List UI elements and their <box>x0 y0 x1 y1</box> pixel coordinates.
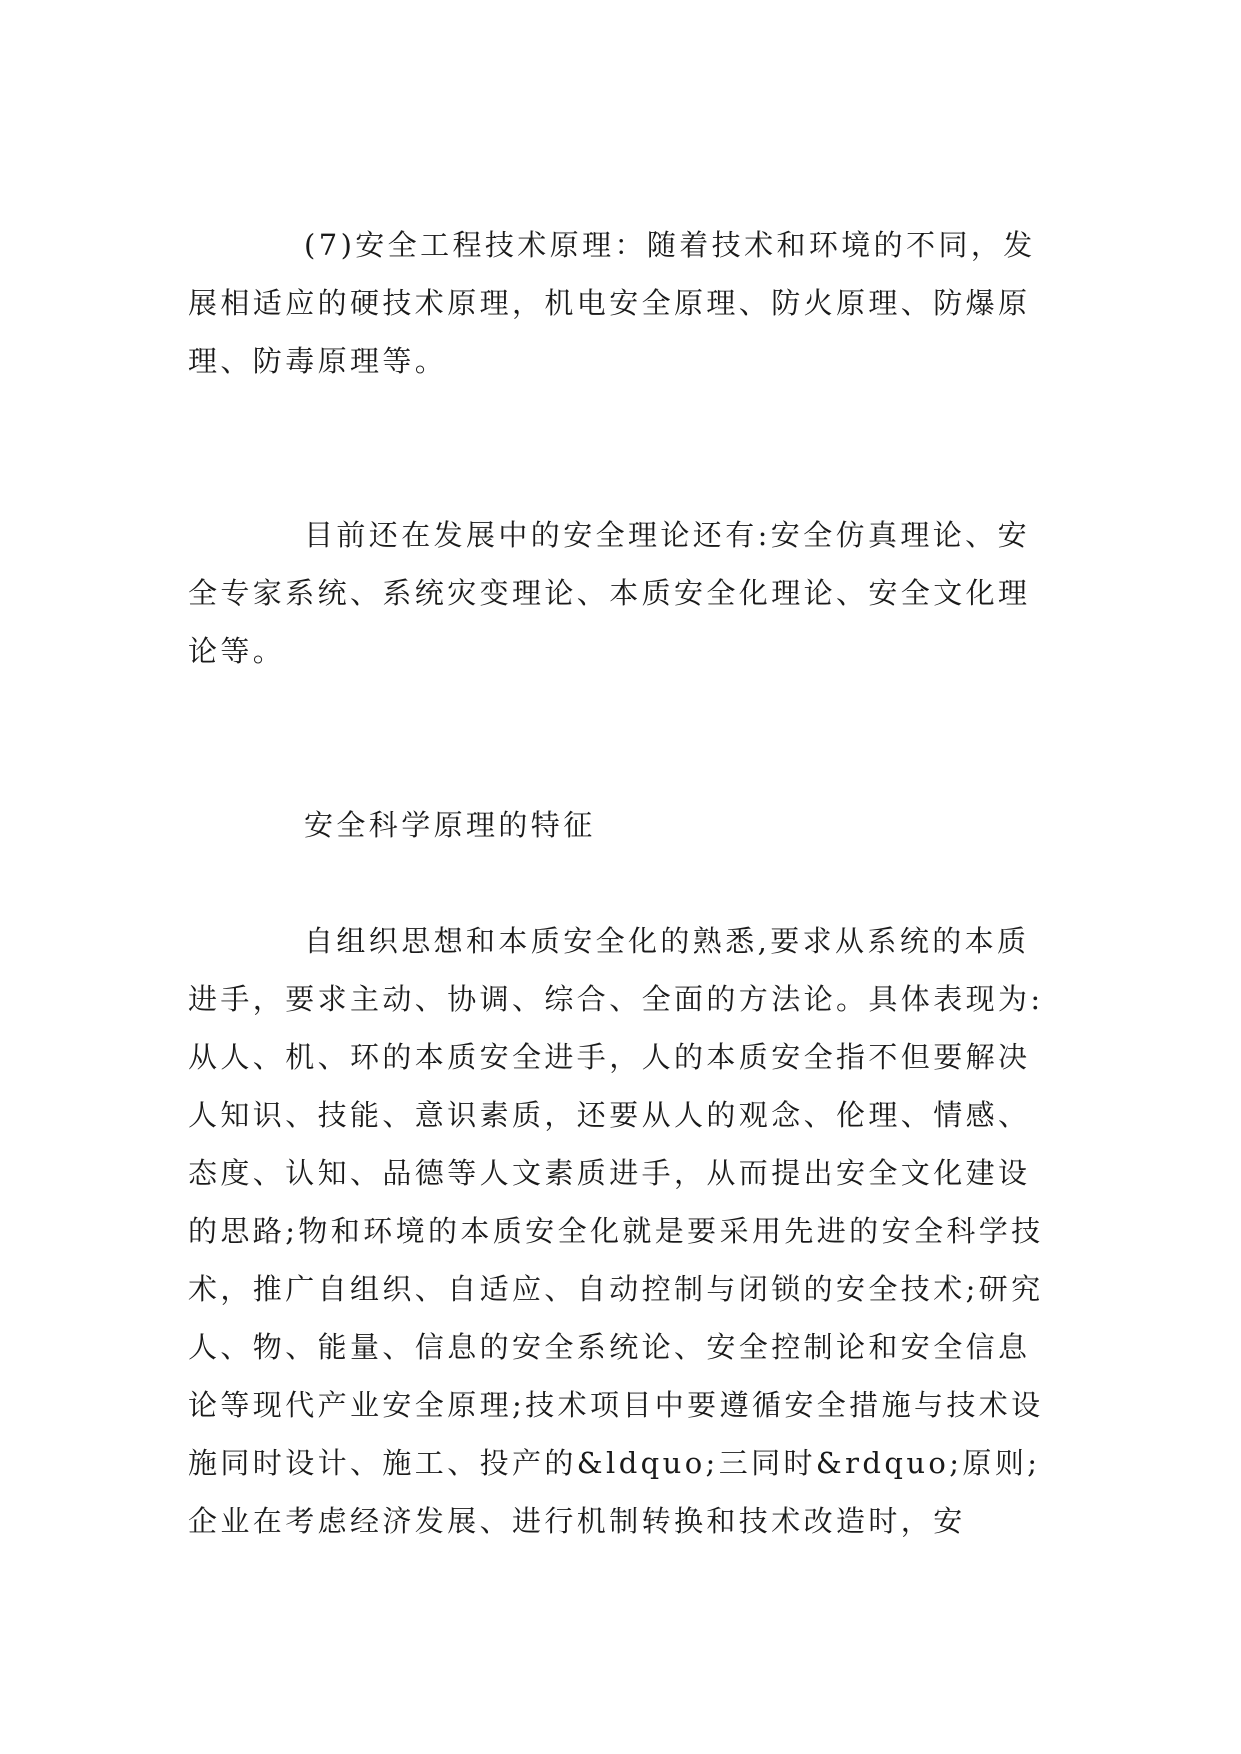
paragraph-developing-safety-theories: 目前还在发展中的安全理论还有:安全仿真理论、安全专家系统、系统灾变理论、本质安全化理论、安全文化理论等。 <box>188 518 1031 668</box>
paragraph-characteristics-body: 自组织思想和本质安全化的熟悉,要求从系统的本质进手，要求主动、协调、综合、全面的方法论。具体表现为:从人、机、环的本质安全进手，人的本质安全指不但要解决人知识、技能、意识素质，还要从人的观念、伦理、情感、态度、认知、品德等人文素质进手，从而提出安全文化建设的思路;物和环境的本质安全化就是要采用先进的安全科学技术，推广自组织、自适应、自动控制与闭锁的安全技术;研究人、物、能量、信息的安全系统论、安全控制论和安全信息论等现代产业安全原理;技术项目中要遵循安全措施与技术设施同时设计、施工、投产的&ldquo;三同时&rdquo;原则;企业在考虑经济发展、进行机制转换和技术改造时，安 <box>188 924 1044 1538</box>
paragraph-safety-engineering-principle: (7)安全工程技术原理：随着技术和环境的不同，发展相适应的硬技术原理，机电安全原理、防火原理、防爆原理、防毒原理等。 <box>188 228 1036 378</box>
section-heading: 安全科学原理的特征 <box>304 808 596 842</box>
